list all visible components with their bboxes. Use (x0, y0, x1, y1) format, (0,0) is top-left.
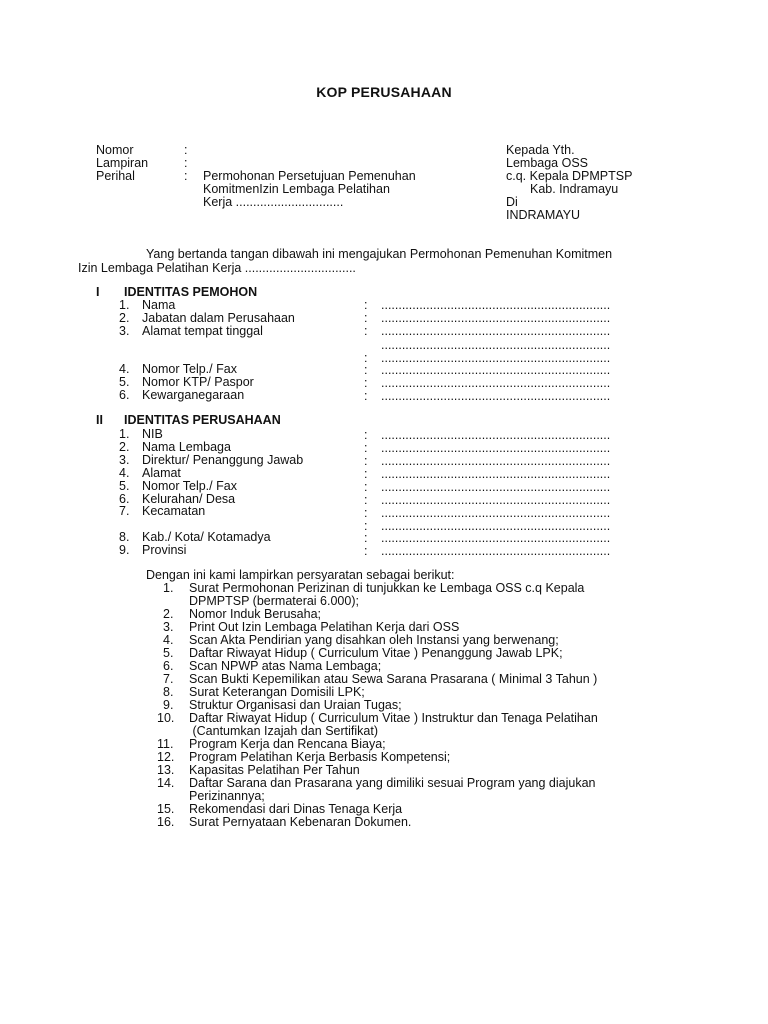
attachment-text: Rekomendasi dari Dinas Tenaga Kerja (189, 802, 403, 816)
fill-in-dots: .................................................................. (381, 467, 611, 481)
field-colon: : (364, 544, 368, 558)
attachment-text: Program Pelatihan Kerja Berbasis Kompetensi; (189, 750, 451, 764)
item-number: 1. (119, 298, 130, 312)
attachment-number: 14. (157, 776, 175, 790)
section-number: I (96, 285, 100, 299)
addressee-line: Di (506, 195, 518, 209)
attachment-text: Scan Akta Pendirian yang disahkan oleh Instansi yang berwenang; (189, 633, 559, 647)
attachment-number: 13. (157, 763, 175, 777)
field-label: Kewarganegaraan (142, 388, 245, 402)
attachment-text: Surat Permohonan Perizinan di tunjukkan ke Lembaga OSS c.q Kepala (189, 581, 585, 595)
item-number: 5. (119, 479, 130, 493)
fill-in-dots: .................................................................. (381, 531, 611, 545)
attachment-number: 15. (157, 802, 175, 816)
item-number: 6. (119, 492, 130, 506)
item-number: 2. (119, 311, 130, 325)
item-number: 1. (119, 427, 130, 441)
fill-in-dots: .................................................................. (381, 544, 611, 558)
attachment-number: 6. (163, 659, 174, 673)
fill-in-dots: .................................................................. (381, 519, 611, 533)
attachment-text: Program Kerja dan Rencana Biaya; (189, 737, 386, 751)
field-label: Nomor Telp./ Fax (142, 479, 237, 493)
addressee-line: c.q. Kepala DPMPTSP (506, 169, 633, 183)
field-colon: : (364, 376, 368, 390)
attachment-text-continued: DPMPTSP (bermaterai 6.000); (189, 594, 359, 608)
attachment-text: Daftar Riwayat Hidup ( Curriculum Vitae ) Penanggung Jawab LPK; (189, 646, 563, 660)
attachment-text-continued: (Cantumkan Izajah dan Sertifikat) (189, 724, 378, 738)
attachment-number: 9. (163, 698, 174, 712)
field-label: Nama Lembaga (142, 440, 231, 454)
perihal-label: Perihal (96, 169, 135, 183)
addressee-line: INDRAMAYU (506, 208, 581, 222)
document-title: KOP PERUSAHAAN (316, 84, 452, 100)
intro-paragraph-line: Izin Lembaga Pelatihan Kerja ................................ (78, 261, 356, 275)
item-number: 6. (119, 388, 130, 402)
attachment-text: Struktur Organisasi dan Uraian Tugas; (189, 698, 402, 712)
nomor-label: Nomor (96, 143, 134, 157)
attachment-text: Print Out Izin Lembaga Pelatihan Kerja dari OSS (189, 620, 460, 634)
field-label: Nama (142, 298, 176, 312)
intro-paragraph-line: Yang bertanda tangan dibawah ini mengajukan Permohonan Pemenuhan Komitmen (146, 247, 613, 261)
field-label: Kecamatan (142, 504, 206, 518)
perihal-colon: : (184, 169, 188, 183)
field-colon: : (364, 324, 368, 338)
field-colon: : (364, 480, 368, 494)
fill-in-dots: .................................................................. (381, 298, 611, 312)
attachment-number: 2. (163, 607, 174, 621)
attachment-number: 3. (163, 620, 174, 634)
field-colon: : (364, 531, 368, 545)
addressee-line: Lembaga OSS (506, 156, 588, 170)
nomor-colon: : (184, 143, 188, 157)
field-label: Kab./ Kota/ Kotamadya (142, 530, 271, 544)
field-colon: : (364, 428, 368, 442)
field-label: Provinsi (142, 543, 187, 557)
attachment-text: Surat Pernyataan Kebenaran Dokumen. (189, 815, 412, 829)
field-colon: : (364, 519, 368, 533)
item-number: 3. (119, 453, 130, 467)
item-number: 3. (119, 324, 130, 338)
attachment-number: 8. (163, 685, 174, 699)
attachment-text-continued: Perizinannya; (189, 789, 265, 803)
attachment-number: 5. (163, 646, 174, 660)
field-label: Nomor KTP/ Paspor (142, 375, 254, 389)
field-colon: : (364, 363, 368, 377)
fill-in-dots: .................................................................. (381, 493, 611, 507)
attachment-text: Scan NPWP atas Nama Lembaga; (189, 659, 382, 673)
attachment-text: Nomor Induk Berusaha; (189, 607, 322, 621)
field-label: Alamat (142, 466, 181, 480)
item-number: 4. (119, 362, 130, 376)
attachment-text: Daftar Sarana dan Prasarana yang dimiliki sesuai Program yang diajukan (189, 776, 596, 790)
section-title: IDENTITAS PEMOHON (124, 285, 258, 299)
attachment-number: 12. (157, 750, 175, 764)
perihal-line: Permohonan Persetujuan Pemenuhan (203, 169, 416, 183)
perihal-line: Kerja ............................... (203, 195, 344, 209)
field-colon: : (364, 389, 368, 403)
field-colon: : (364, 351, 368, 365)
field-label: Jabatan dalam Perusahaan (142, 311, 295, 325)
attachment-number: 1. (163, 581, 174, 595)
section-number: II (96, 413, 103, 427)
fill-in-dots: .................................................................. (381, 376, 611, 390)
attachment-text: Scan Bukti Kepemilikan atau Sewa Sarana Prasarana ( Minimal 3 Tahun ) (189, 672, 598, 686)
fill-in-dots: .................................................................. (381, 351, 611, 365)
item-number: 2. (119, 440, 130, 454)
attachments-intro: Dengan ini kami lampirkan persyaratan sebagai berikut: (146, 568, 455, 582)
item-number: 9. (119, 543, 130, 557)
attachment-text: Daftar Riwayat Hidup ( Curriculum Vitae ) Instruktur dan Tenaga Pelatihan (189, 711, 598, 725)
field-colon: : (364, 311, 368, 325)
fill-in-dots: .................................................................. (381, 454, 611, 468)
field-colon: : (364, 298, 368, 312)
section-title: IDENTITAS PERUSAHAAN (124, 413, 281, 427)
field-colon: : (364, 441, 368, 455)
lampiran-colon: : (184, 156, 188, 170)
fill-in-dots: .................................................................. (381, 428, 611, 442)
item-number: 5. (119, 375, 130, 389)
fill-in-dots: .................................................................. (381, 363, 611, 377)
addressee-line: Kepada Yth. (506, 143, 575, 157)
field-colon: : (364, 506, 368, 520)
attachment-number: 16. (157, 815, 175, 829)
attachment-number: 4. (163, 633, 174, 647)
lampiran-label: Lampiran (96, 156, 149, 170)
perihal-line: KomitmenIzin Lembaga Pelatihan (203, 182, 390, 196)
field-colon: : (364, 467, 368, 481)
item-number: 7. (119, 504, 130, 518)
field-colon: : (364, 493, 368, 507)
fill-in-dots: .................................................................. (381, 338, 611, 352)
fill-in-dots: .................................................................. (381, 324, 611, 338)
addressee-line: Kab. Indramayu (530, 182, 619, 196)
fill-in-dots: .................................................................. (381, 506, 611, 520)
attachment-number: 11. (157, 737, 174, 751)
field-colon: : (364, 454, 368, 468)
field-label: Nomor Telp./ Fax (142, 362, 237, 376)
fill-in-dots: .................................................................. (381, 389, 611, 403)
field-label: Kelurahan/ Desa (142, 492, 236, 506)
fill-in-dots: .................................................................. (381, 441, 611, 455)
field-label: Alamat tempat tinggal (142, 324, 263, 338)
attachment-text: Kapasitas Pelatihan Per Tahun (189, 763, 360, 777)
fill-in-dots: .................................................................. (381, 480, 611, 494)
attachment-number: 7. (163, 672, 174, 686)
field-label: NIB (142, 427, 163, 441)
item-number: 4. (119, 466, 130, 480)
attachment-number: 10. (157, 711, 175, 725)
attachment-text: Surat Keterangan Domisili LPK; (189, 685, 365, 699)
fill-in-dots: .................................................................. (381, 311, 611, 325)
field-label: Direktur/ Penanggung Jawab (142, 453, 304, 467)
item-number: 8. (119, 530, 130, 544)
